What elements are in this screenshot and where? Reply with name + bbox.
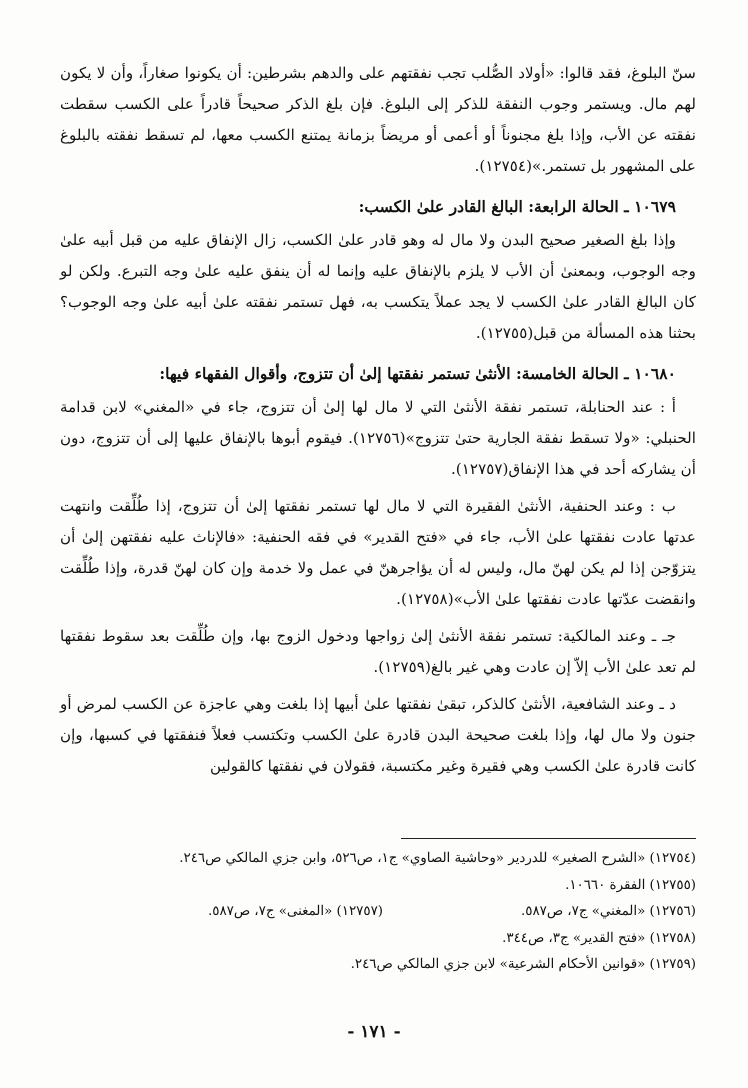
footnote: (١٢٧٥٤) «الشرح الصغير» للدردير «وحاشية الصاوي» ج١، ص٥٢٦، وابن جزي المالكي ص٢٤٦. xyxy=(179,851,696,866)
body-paragraph: سنّ البلوغ، فقد قالوا: «أولاد الصُّلب تجب نفقتهم على والدهم بشرطين: أن يكونوا صغاراً، وأن لا يكون لهم مال. ويستمر وجوب النفقة للذكر إلى البلوغ. فإن بلغ الذكر صحيحاً قادراً على الكسب سقطت نفقته عن الأب، وإذا بلغ مجنوناً أو أعمى أو مريضاً بزمانة يمتنع الكسب معها، لم تسقط نفقته بالبلوغ على المشهور بل تستمر.»(١٢٧٥٤). xyxy=(60,64,696,175)
body-paragraph: جـ ـ وعند المالكية: تستمر نفقة الأنثىٰ إلىٰ زواجها ودخول الزوج بها، وإن طُلِّقت بعد سقوط نفقتها لم تعد علىٰ الأب إلاّ إن عادت وهي غير بالغ(١٢٧٥٩). xyxy=(60,627,696,676)
page-number: - ١٧١ - xyxy=(347,1022,401,1042)
footnote: (١٢٧٥٩) «قوانين الأحكام الشرعية» لابن جزي المالكي ص٢٤٦. xyxy=(350,957,696,972)
footnotes-block xyxy=(60,846,696,979)
body-paragraph: أ : عند الحنابلة، تستمر نفقة الأنثىٰ التي لا مال لها إلىٰ أن تتزوج، جاء في «المغني» لابن قدامة الحنبلي: «ولا تسقط نفقة الجارية حتىٰ تتزوج»(١٢٧٥٦). فيقوم أبوها بالإنفاق عليها إلى أن تتزوج، دون أن يشاركه أحد في هذا الإنفاق(١٢٧٥٧). xyxy=(60,398,697,478)
body-paragraph: وإذا بلغ الصغير صحيح البدن ولا مال له وهو قادر علىٰ الكسب، زال الإنفاق عليه من قبل أبيه علىٰ وجه الوجوب، وبمعنىٰ أن الأب لا يلزم بالإنفاق عليه وإنما له أن ينفق عليه علىٰ وجه التبرع. ولكن لو كان البالغ القادر علىٰ الكسب لا يجد عملاً يتكسب به، فهل تستمر نفقته علىٰ أبيه علىٰ وجه الوجوب؟ بحثنا هذه المسألة من قبل(١٢٧٥٥). xyxy=(60,231,696,342)
footnote: (١٢٧٥٨) «فتح القدير» ج٣، ص٣٤٤. xyxy=(502,930,696,946)
body-paragraph: د ـ وعند الشافعية، الأنثىٰ كالذكر، تبقىٰ نفقتها علىٰ أبيها إذا بلغت وهي عاجزة عن الكسب لمرض أو جنون ولا مال لها، وإذا بلغت صحيحة البدن قادرة علىٰ الكسب وتكتسب فعلاً فنفقتها في كسبها، وإن كانت قادرة علىٰ الكسب وهي فقيرة وغير مكتسبة، فقولان في نفقتها كالقولين xyxy=(60,695,696,775)
footnote: (١٢٧٥٥) الفقرة ١٠٦٦٠. xyxy=(565,877,696,893)
body-paragraph: ب : وعند الحنفية، الأنثىٰ الفقيرة التي لا مال لها تستمر نفقتها إلىٰ أن تتزوج، إذا طُلِّقت وانتهت عدتها عادت نفقتها علىٰ الأب، جاء في «فتح القدير» في فقه الحنفية: «فالإناث عليه نفقتهن إلىٰ أن يتزوّجن إذا لم يكن لهنّ مال، وليس له أن يؤاجرهنّ في عمل ولا خدمة وإن كان لهنّ قدرة، وإذا طُلِّقت وانقضت عدّتها عادت نفقتها علىٰ الأب»(١٢٧٥٨). xyxy=(60,497,696,608)
footnote: (١٢٧٥٧) «المغنى» ج٧، ص٥٨٧. xyxy=(207,904,383,919)
footnote-separator xyxy=(401,838,696,839)
section-heading: ١٠٦٨٠ ـ الحالة الخامسة: الأنثىٰ تستمر نفقتها إلىٰ أن تتزوج، وأقوال الفقهاء فيها: xyxy=(159,364,676,383)
section-heading: ١٠٦٧٩ ـ الحالة الرابعة: البالغ القادر علىٰ الكسب: xyxy=(358,197,676,216)
footnote-pair xyxy=(60,899,696,926)
main-text-block xyxy=(60,58,696,782)
footnote: (١٢٧٥٦) «المغني» ج٧، ص٥٨٧. xyxy=(520,904,696,919)
